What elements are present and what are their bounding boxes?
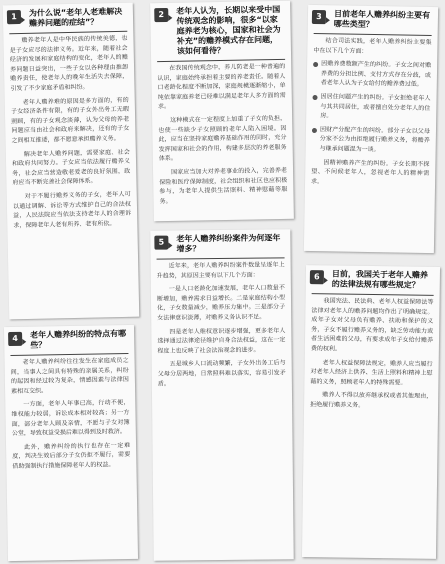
card-title: 为什么说“老年人老难解决赡养问题的症结”？ [28,6,123,28]
paragraph: 一方面，老年人年事已高，行动不便，维权能力较弱，诉讼成本相对较高；另一方面，部分老年人顾及亲情，不愿与子女对簿公堂，导致权益受损后难以得到及时救济。 [11,399,130,438]
qa-card-3 [304,5,438,253]
question-number-badge: 4 [8,332,22,346]
paragraph: 在我国传统观念中，养儿防老是一种普遍的认识，家庭始终承担着主要的养老责任。随着人口老龄化程度不断加深，家庭规模逐渐缩小，单纯依靠家庭养老已经难以满足老年人多方面的需求。 [157,62,286,111]
card-header [4,325,134,355]
paragraph: 此外，赡养纠纷的执行也存在一定难度，判决生效后部分子女仍拒不履行，需要借助强制执行措施保障老年人的权益。 [12,441,131,470]
card-header [3,3,134,34]
paragraph: 老年人权益保障法规定，赡养人应当履行对老年人经济上供养、生活上照料和精神上慰藉的义务，照顾老年人的特殊需要。 [310,358,433,387]
paragraph: 五是城乡人口流动频繁，子女外出务工后与父母分居两地，日常照料难以落实，容易引发矛盾。 [157,359,286,388]
paragraph: 四是老年人维权意识逐步增强，更多老年人选择通过法律途径维护自身合法权益，这在一定程度上也反映了社会法治观念的进步。 [157,326,286,355]
card-body [3,34,137,231]
card-body [305,36,438,189]
question-number-badge: 5 [154,236,168,250]
card-title: 目前，我国关于老年人赡养的法律法规有哪些规定？ [331,269,428,290]
card-title: 老年人认为，长期以来受中国传统观念的影响，很多“以家庭养老为核心，国家和社会为补充”的赡养模式存在问题，该如何看待？ [176,4,281,56]
card-header [308,5,438,35]
card-body [5,356,137,472]
qa-card-6 [302,265,440,559]
paragraph: 因精神赡养产生的纠纷。子女长期不探望、不问候老年人，忽视老年人的精神需求。 [311,158,430,185]
paragraph: 老年人赡养纠纷往往发生在家庭成员之间，当事人之间具有特殊的亲属关系，纠纷的起因和经过较为复杂，情感因素与法律因素相互交织。 [10,356,129,395]
paragraph: 这种模式在一定程度上加重了子女的负担，也使一些缺少子女照顾的老年人陷入困境。因此，应当在坚持家庭赡养基础作用的同时，充分发挥国家和社会的作用，构建多层次的养老服务体系。 [158,114,287,163]
card-title: 老年人赡养纠纷案件为何逐年增多？ [176,233,281,254]
qa-card-2 [150,1,294,221]
paragraph: 一是人口老龄化加速发展，老年人口数量不断增加，赡养需求日益增长。二是家庭结构小型化，子女数量减少，赡养压力集中。三是部分子女法律意识淡薄，对赡养义务认识不足。 [156,284,286,322]
paragraph: 老年人赡养难的原因是多方面的，有的子女经济条件有限，有的子女外出务工无暇照顾，有的子女观念淡薄，认为父母的养老问题应当由社会和政府来解决，还有的子女之间相互推诿，都不愿意承担赡养义务。 [10,96,130,145]
paragraph: 国家应当加大对养老事业的投入，完善养老保险和医疗保障制度，社会组织和社区也应积极参与，为老年人提供生活照料、精神慰藉等服务。 [159,166,288,205]
card-body [304,296,440,411]
paragraph: 对于不履行赡养义务的子女，老年人可以通过调解、诉讼等方式维护自己的合法权益，人民法院应当依法支持老年人的合理诉求，保障老年人老有所养、老有所依。 [12,190,132,229]
card-header [150,229,290,258]
question-number-badge: 6 [310,270,324,284]
card-title: 老年人赡养纠纷的特点有哪些？ [30,329,127,350]
qa-card-1 [3,3,140,320]
paragraph: 赡养老年人是中华民族的传统美德，也是子女应尽的法律义务。近年来，随着社会经济的发展和家庭结构的变化，老年人的赡养问题日益突出，一些子女以各种理由推卸赡养责任，使老年人的晚年生活失去保障，引发了不少家庭矛盾和纠纷。 [9,34,129,93]
card-body [151,260,292,389]
paragraph: 近年来，老年人赡养纠纷案件数量呈逐年上升趋势，其原因主要有以下几个方面： [156,261,285,280]
paragraph: 结合司法实践，老年人赡养纠纷主要集中在以下几个方面： [313,37,432,55]
list-item: 因居住问题产生的纠纷。子女拒绝老年人与其共同居住，或者擅自处分老年人的住房。 [306,92,436,123]
paragraph: 我国宪法、民法典、老年人权益保障法等法律对老年人的赡养问题均作出了明确规定。成年子女对父母负有赡养、扶助和保护的义务，子女不履行赡养义务的，缺乏劳动能力或者生活困难的父母，有要求成年子女给付赡养费的权利。 [310,297,434,353]
card-header [306,265,440,295]
paragraph: 赡养人不得以放弃继承权或者其他理由，拒绝履行赡养义务。 [310,391,433,409]
paragraph: 解决老年人赡养问题，需要家庭、社会和政府共同努力。子女应当依法履行赡养义务，社会应当营造敬老爱老的良好氛围，政府应当不断完善社会保障体系。 [11,148,131,187]
card-title: 目前老年人赡养纠纷主要有哪些类型？ [333,9,431,30]
question-number-badge: 3 [312,10,326,24]
list-item: 因财产分配产生的纠纷。部分子女以父母分家不公为由拒绝履行赡养义务，将赡养与继承问题混为一谈。 [306,125,436,156]
question-number-badge: 1 [7,10,21,24]
list-item: 因赡养费数额产生的纠纷。子女之间对赡养费的分担比例、支付方式存在分歧，或者老年人认为子女给付的赡养费过低。 [307,59,437,90]
qa-card-5 [150,229,293,560]
question-number-badge: 2 [154,8,168,22]
card-body [151,62,293,207]
qa-card-4 [4,325,138,561]
card-header [150,1,291,61]
